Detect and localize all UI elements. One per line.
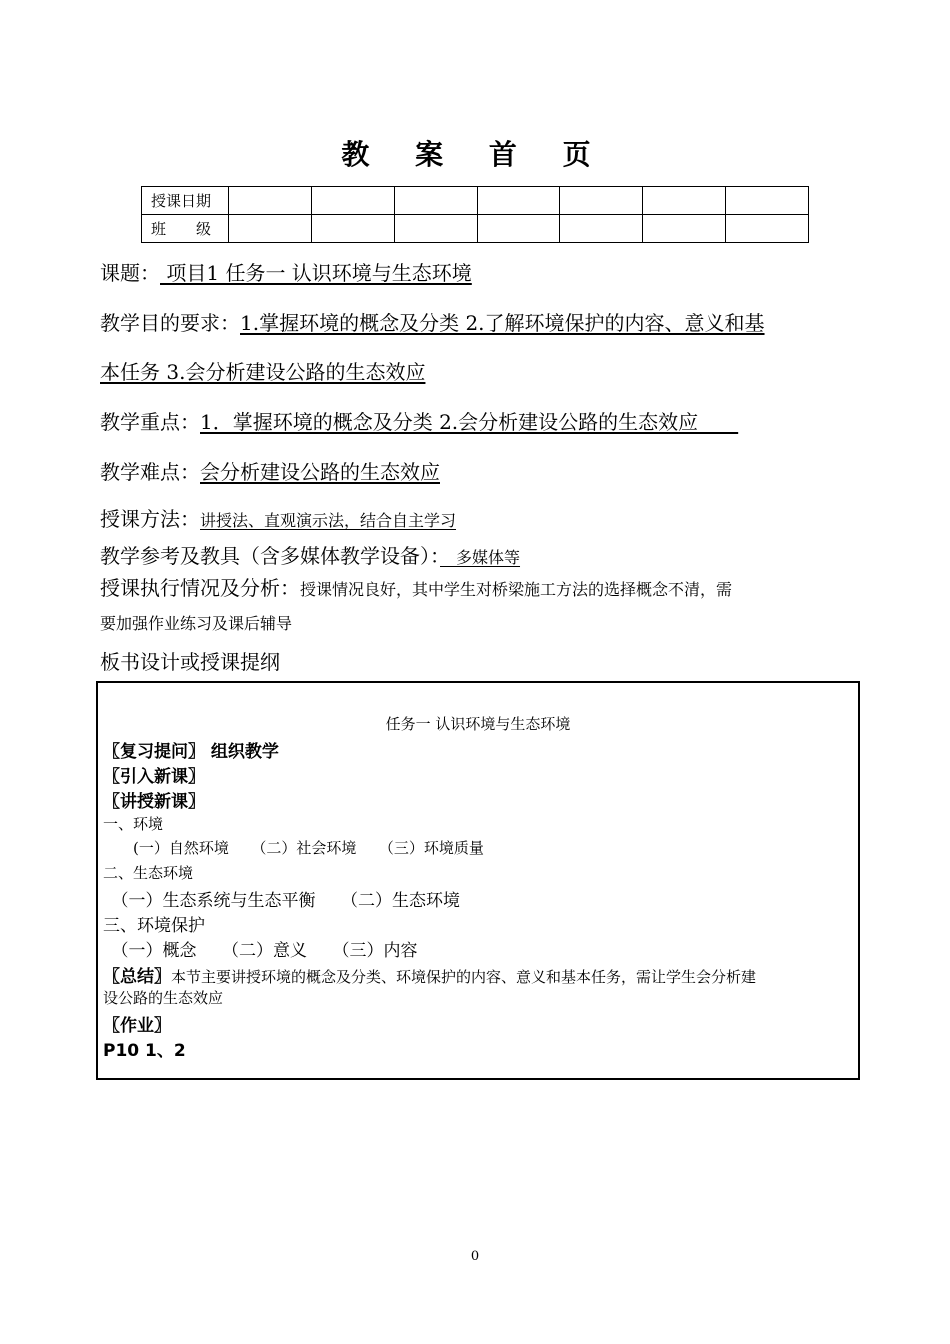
board-outline-box: [96, 681, 860, 1080]
methods-label: 授课方法：: [100, 507, 200, 531]
references-value: 多媒体等: [440, 548, 521, 567]
methods-value: 讲授法、直观演示法，结合自主学习: [200, 511, 457, 530]
table-cell: [643, 187, 726, 215]
course-title-label: 课题：: [100, 261, 160, 285]
section-2: 二、生态环境: [103, 864, 194, 882]
references-line: [100, 540, 520, 569]
table-cell: [394, 187, 477, 215]
objectives-line-2: [100, 356, 425, 385]
execution-line-2: 要加强作业练习及课后辅导: [100, 614, 293, 633]
table-cell: [477, 187, 560, 215]
table-cell: [311, 187, 394, 215]
table-cell: [394, 215, 477, 243]
table-cell: [477, 215, 560, 243]
execution-line: [100, 572, 732, 601]
teach-heading: 〖讲授新课〗: [103, 792, 205, 812]
difficulties-line: [100, 456, 440, 485]
page-number: 0: [470, 1249, 480, 1264]
key-points-label: 教学重点：: [100, 410, 200, 434]
table-cell: [311, 215, 394, 243]
course-title-line: [100, 257, 472, 286]
objectives-label: 教学目的要求：: [100, 311, 240, 335]
board-design-label: 板书设计或授课提纲: [100, 650, 280, 674]
key-points-value: 1．掌握环境的概念及分类 2.会分析建设公路的生态效应: [200, 410, 739, 434]
summary-text: 本节主要讲授环境的概念及分类、环境保护的内容、意义和基本任务，需让学生会分析建: [171, 968, 757, 986]
board-title: 任务一 认识环境与生态环境: [385, 715, 571, 733]
summary-text-2: 设公路的生态效应: [103, 989, 224, 1007]
summary-line: [103, 962, 756, 987]
table-cell: [229, 215, 312, 243]
table-cell: [560, 215, 643, 243]
intro-heading: 〖引入新课〗: [103, 767, 205, 787]
table-cell: [726, 215, 809, 243]
table-cell: [229, 187, 312, 215]
date-label: 授课日期: [142, 187, 229, 215]
execution-value-1: 授课情况良好，其中学生对桥梁施工方法的选择概念不清，需: [300, 580, 733, 599]
table-cell: [643, 215, 726, 243]
review-heading: 〖复习提问〗 组织教学: [103, 742, 279, 762]
info-table: [141, 186, 809, 243]
references-label: 教学参考及教具（含多媒体教学设备）：: [100, 544, 440, 568]
section-1: 一、环境: [103, 815, 164, 833]
section-1-items: (一）自然环境 （二）社会环境 （三）环境质量: [103, 839, 484, 857]
table-row: [142, 215, 809, 243]
course-title-value: 项目1 任务一 认识环境与生态环境: [160, 261, 472, 285]
difficulties-label: 教学难点：: [100, 460, 200, 484]
homework-text: P10 1、2: [103, 1041, 186, 1061]
execution-label: 授课执行情况及分析：: [100, 576, 300, 600]
objectives-line: [100, 307, 765, 336]
table-row: [142, 187, 809, 215]
section-3: 三、环境保护: [103, 916, 205, 936]
page-title: 教 案 首 页: [341, 138, 609, 171]
difficulties-value: 会分析建设公路的生态效应: [200, 460, 440, 484]
objectives-value-1: 1.掌握环境的概念及分类 2.了解环境保护的内容、意义和基: [240, 311, 765, 335]
section-2-items: （一）生态系统与生态平衡 （二）生态环境: [103, 891, 460, 911]
homework-heading: 〖作业〗: [103, 1016, 171, 1036]
table-cell: [560, 187, 643, 215]
table-cell: [726, 187, 809, 215]
methods-line: [100, 503, 456, 532]
class-label: 班 级: [142, 215, 229, 243]
key-points-line: [100, 406, 738, 435]
objectives-value-2: 本任务 3.会分析建设公路的生态效应: [100, 360, 426, 384]
section-3-items: （一）概念 （二）意义 （三）内容: [103, 941, 418, 961]
summary-label: 〖总结〗: [103, 967, 171, 987]
